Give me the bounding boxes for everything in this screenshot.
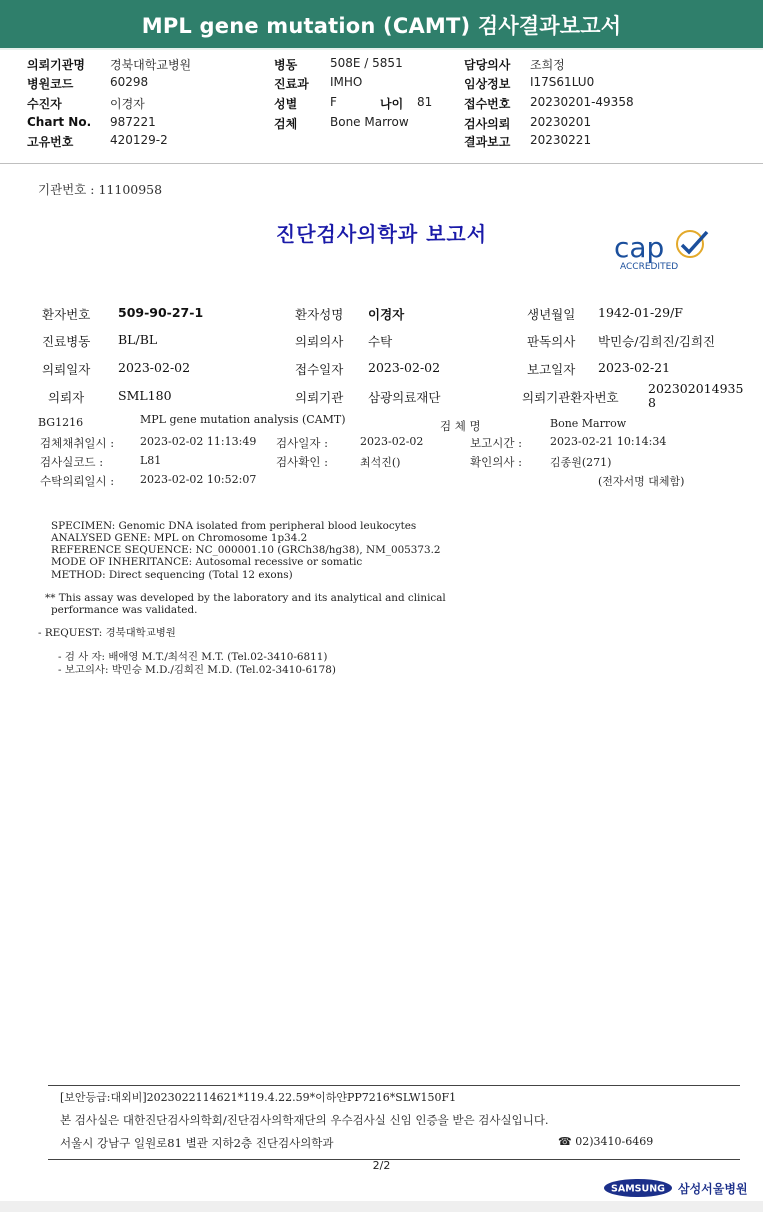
header-label-sex: 성별 (274, 97, 298, 111)
test-testdate-label: 검사일자 : (276, 436, 328, 450)
patient-label-request-date: 의뢰일자 (42, 362, 91, 377)
patient-label-report-date: 보고일자 (527, 362, 576, 377)
cap-logo-text: cap (614, 231, 665, 264)
method-line: METHOD: Direct sequencing (Total 12 exons) (51, 569, 293, 581)
test-confirm-value: 최석진() (360, 456, 401, 469)
test-labcode-value: L81 (140, 454, 162, 467)
header-value-institution: 경북대학교병원 (110, 58, 192, 72)
test-collect-label: 검체채취일시 : (40, 436, 115, 450)
analysed-gene-line: ANALYSED GENE: MPL on Chromosome 1p34.2 (51, 532, 308, 544)
patient-value-dob: 1942-01-29/F (598, 305, 683, 320)
test-labcode-label: 검사실코드 : (40, 455, 104, 469)
patient-label-id: 환자번호 (42, 307, 91, 322)
header-value-sex: F (330, 95, 337, 109)
tester-line: - 검 사 자: 배애영 M.T./최석진 M.T. (Tel.02-3410-6811) (58, 651, 328, 663)
test-received-label: 수탁의뢰일시 : (40, 474, 115, 488)
header-divider (0, 163, 763, 164)
page-number: 2/2 (372, 1159, 391, 1172)
header-label-chart-no: Chart No. (27, 115, 92, 129)
cap-accredited-text: ACCREDITED (620, 262, 679, 272)
samsung-logo (603, 1178, 673, 1198)
test-specimen-label: 검 체 명 (440, 419, 481, 433)
patient-value-requesting-institution: 삼광의료재단 (368, 390, 441, 405)
request-line: - REQUEST: 경북대학교병원 (38, 627, 176, 639)
patient-value-report-date: 2023-02-21 (598, 360, 671, 375)
patient-label-ward: 진료병동 (42, 334, 91, 349)
test-confirm-label: 검사확인 : (276, 455, 328, 469)
patient-value-requester: SML180 (118, 388, 172, 403)
reference-sequence-line: REFERENCE SEQUENCE: NC_000001.10 (GRCh38/hg38), NM_005373.2 (51, 544, 441, 556)
patient-value-institution-patient-no-cont: 8 (648, 395, 656, 410)
hospital-brand-name: 삼성서울병원 (678, 1182, 748, 1196)
patient-value-name: 이경자 (368, 307, 405, 322)
header-label-hospital-code: 병원코드 (27, 77, 74, 91)
header-label-doctor: 담당의사 (464, 58, 511, 72)
header-value-doctor: 조희정 (530, 58, 565, 72)
header-value-hospital-code: 60298 (110, 75, 149, 89)
header-value-ward: 508E / 5851 (330, 56, 403, 70)
header-value-age: 81 (417, 95, 433, 109)
patient-value-institution-patient-no: 202302014935 (648, 381, 744, 396)
header-label-specimen: 검체 (274, 117, 298, 131)
report-main-title: MPL gene mutation (CAMT) 검사결과보고서 (141, 14, 622, 38)
header-value-specimen: Bone Marrow (330, 115, 409, 129)
header-value-clinical-info: I17S61LU0 (530, 75, 595, 89)
test-name: MPL gene mutation analysis (CAMT) (140, 413, 346, 426)
test-code: BG1216 (38, 416, 84, 429)
header-label-accession-no: 접수번호 (464, 97, 511, 111)
title-bar (0, 0, 763, 50)
patient-label-institution-patient-no: 의뢰기관환자번호 (522, 390, 619, 405)
samsung-logo-text: SAMSUNG (611, 1183, 665, 1195)
test-doctor-value: 김종원(271) (550, 456, 612, 469)
patient-value-receipt-date: 2023-02-02 (368, 360, 441, 375)
patient-value-requesting-doctor: 수탁 (368, 334, 393, 349)
test-reporttime-value: 2023-02-21 10:14:34 (550, 435, 667, 448)
header-label-patient: 수진자 (27, 97, 62, 111)
assay-note-line-1: ** This assay was developed by the laboratory and its analytical and clinical (45, 592, 446, 604)
header-label-ward: 병동 (274, 58, 298, 72)
inheritance-line: MODE OF INHERITANCE: Autosomal recessive or somatic (51, 556, 363, 568)
address-line: 서울시 강남구 일원로81 별관 지하2층 진단검사의학과 (60, 1136, 334, 1150)
reporting-doctor-line: - 보고의사: 박민승 M.D./김희진 M.D. (Tel.02-3410-6178) (58, 664, 336, 676)
assay-note-line-2: performance was validated. (51, 604, 198, 616)
test-received-value: 2023-02-02 10:52:07 (140, 473, 257, 486)
header-label-result-date: 결과보고 (464, 135, 511, 149)
header-value-accession-no: 20230201-49358 (530, 95, 634, 109)
patient-label-reading-doctor: 판독의사 (527, 334, 576, 349)
patient-value-id: 509-90-27-1 (118, 305, 204, 320)
header-value-patient: 이경자 (110, 97, 145, 111)
test-reporttime-label: 보고시간 : (470, 436, 522, 450)
patient-label-requesting-doctor: 의뢰의사 (295, 334, 344, 349)
header-label-department: 진료과 (274, 77, 309, 91)
header-label-unique-no: 고유번호 (27, 135, 74, 149)
header-value-unique-no: 420129-2 (110, 133, 168, 147)
test-collect-value: 2023-02-02 11:13:49 (140, 435, 257, 448)
specimen-line: SPECIMEN: Genomic DNA isolated from peripheral blood leukocytes (51, 520, 417, 532)
header-label-age: 나이 (380, 97, 404, 111)
security-line: [보안등급:대외비]2023022114621*119.4.22.59*이하얀PP7216*SLW150F1 (60, 1091, 457, 1104)
patient-label-name: 환자성명 (295, 307, 344, 322)
institution-number: 기관번호 : 11100958 (38, 182, 163, 197)
header-value-chart-no: 987221 (110, 115, 156, 129)
certification-line: 본 검사실은 대한진단검사의학회/진단검사의학재단의 우수검사실 신임 인증을 받은 검사실입니다. (60, 1113, 549, 1127)
test-testdate-value: 2023-02-02 (360, 435, 424, 448)
electronic-signature-note: (전자서명 대체함) (598, 475, 685, 488)
header-label-clinical-info: 임상정보 (464, 77, 511, 91)
phone-line: ☎ 02)3410-6469 (558, 1135, 654, 1148)
header-label-request-date: 검사의뢰 (464, 117, 511, 131)
patient-label-requester: 의뢰자 (48, 390, 85, 405)
test-doctor-label: 확인의사 : (470, 455, 522, 469)
test-specimen-value: Bone Marrow (550, 417, 627, 430)
patient-value-ward: BL/BL (118, 332, 158, 347)
patient-label-requesting-institution: 의뢰기관 (295, 390, 344, 405)
patient-value-reading-doctor: 박민승/김희진/김희진 (598, 334, 716, 349)
bottom-gray-strip (0, 1201, 763, 1212)
footer-top-rule (48, 1085, 740, 1086)
patient-value-request-date: 2023-02-02 (118, 360, 191, 375)
cap-accredited-logo (612, 228, 722, 272)
header-value-request-date: 20230201 (530, 115, 592, 129)
report-subtitle: 진단검사의학과 보고서 (275, 222, 488, 246)
header-value-department: IMHO (330, 75, 363, 89)
header-label-institution: 의뢰기관명 (27, 58, 85, 72)
header-value-result-date: 20230221 (530, 133, 592, 147)
patient-label-dob: 생년월일 (527, 307, 576, 322)
patient-label-receipt-date: 접수일자 (295, 362, 344, 377)
